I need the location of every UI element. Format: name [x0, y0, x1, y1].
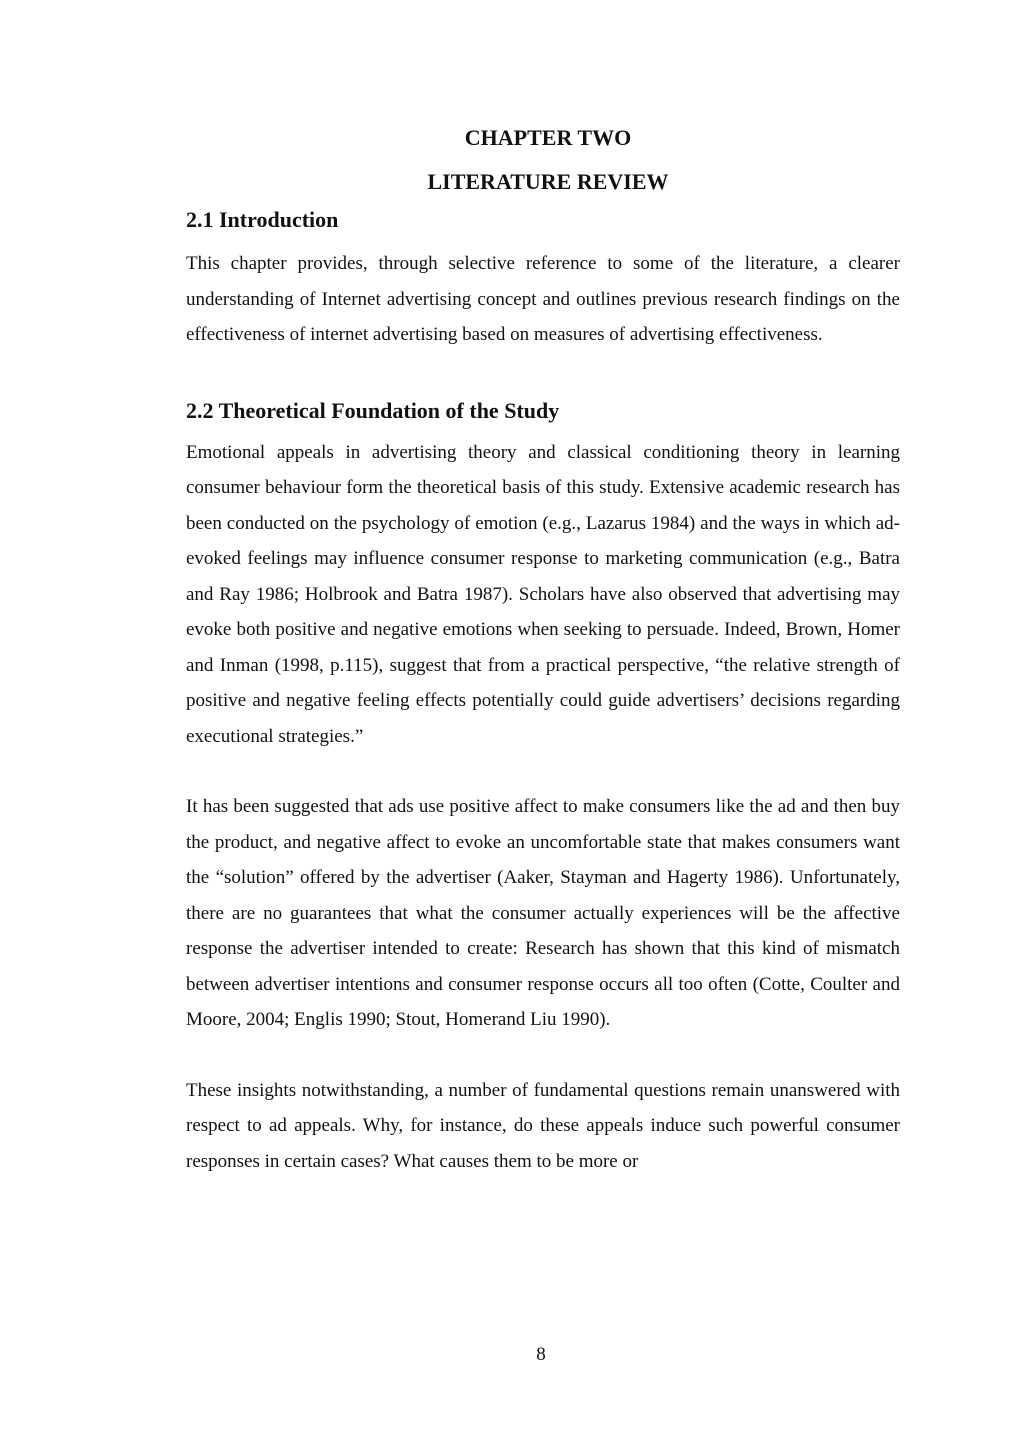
paragraph-insights: These insights notwithstanding, a number of fundamental questions remain unanswered with respect to ad appeals. Why, for instance, do these appeals induce such powerful consumer responses in certain cases? What causes them to be more or: [186, 1079, 900, 1172]
page-content: [186, 118, 900, 1179]
chapter-title: LITERATURE REVIEW: [427, 169, 669, 194]
chapter-label: CHAPTER TWO: [464, 125, 632, 150]
section-heading-introduction: 2.1 Introduction: [186, 207, 339, 232]
page-number: 8: [536, 1344, 546, 1365]
section-heading-theoretical-foundation: 2.2 Theoretical Foundation of the Study: [186, 397, 560, 423]
paragraph-emotional-appeals: Emotional appeals in advertising theory and classical conditioning theory in learning consumer behaviour form the theoretical basis of this study. Extensive academic research has been conducted on the psychology of emotion (e.g., Lazarus 1984) and the ways in which ad-evoked feelings may influence consumer response to marketing communication (e.g., Batra and Ray 1986; Holbrook and Batra 1987). Scholars have also observed that advertising may evoke both positive and negative emotions when seeking to persuade. Indeed, Brown, Homer and Inman (1998, p.115), suggest that from a practical perspective, “the relative strength of positive and negative feeling effects potentially could guide advertisers’ decisions regarding executional strategies.”: [186, 441, 900, 747]
paragraph-positive-affect: It has been suggested that ads use positive affect to make consumers like the ad and then buy the product, and negative affect to evoke an uncomfortable state that makes consumers want the “solution” offered by the advertiser (Aaker, Stayman and Hagerty 1986). Unfortunately, there are no guarantees that what the consumer actually experiences will be the affective response the advertiser intended to create: Research has shown that this kind of mismatch between advertiser intentions and consumer response occurs all too often (Cotte, Coulter and Moore, 2004; Englis 1990; Stout, Homerand Liu 1990).: [186, 796, 900, 1030]
paragraph-introduction: This chapter provides, through selective reference to some of the literature, a clearer understanding of Internet advertising concept and outlines previous research findings on the effectiveness of internet advertising based on measures of advertising effectiveness.: [186, 253, 900, 345]
